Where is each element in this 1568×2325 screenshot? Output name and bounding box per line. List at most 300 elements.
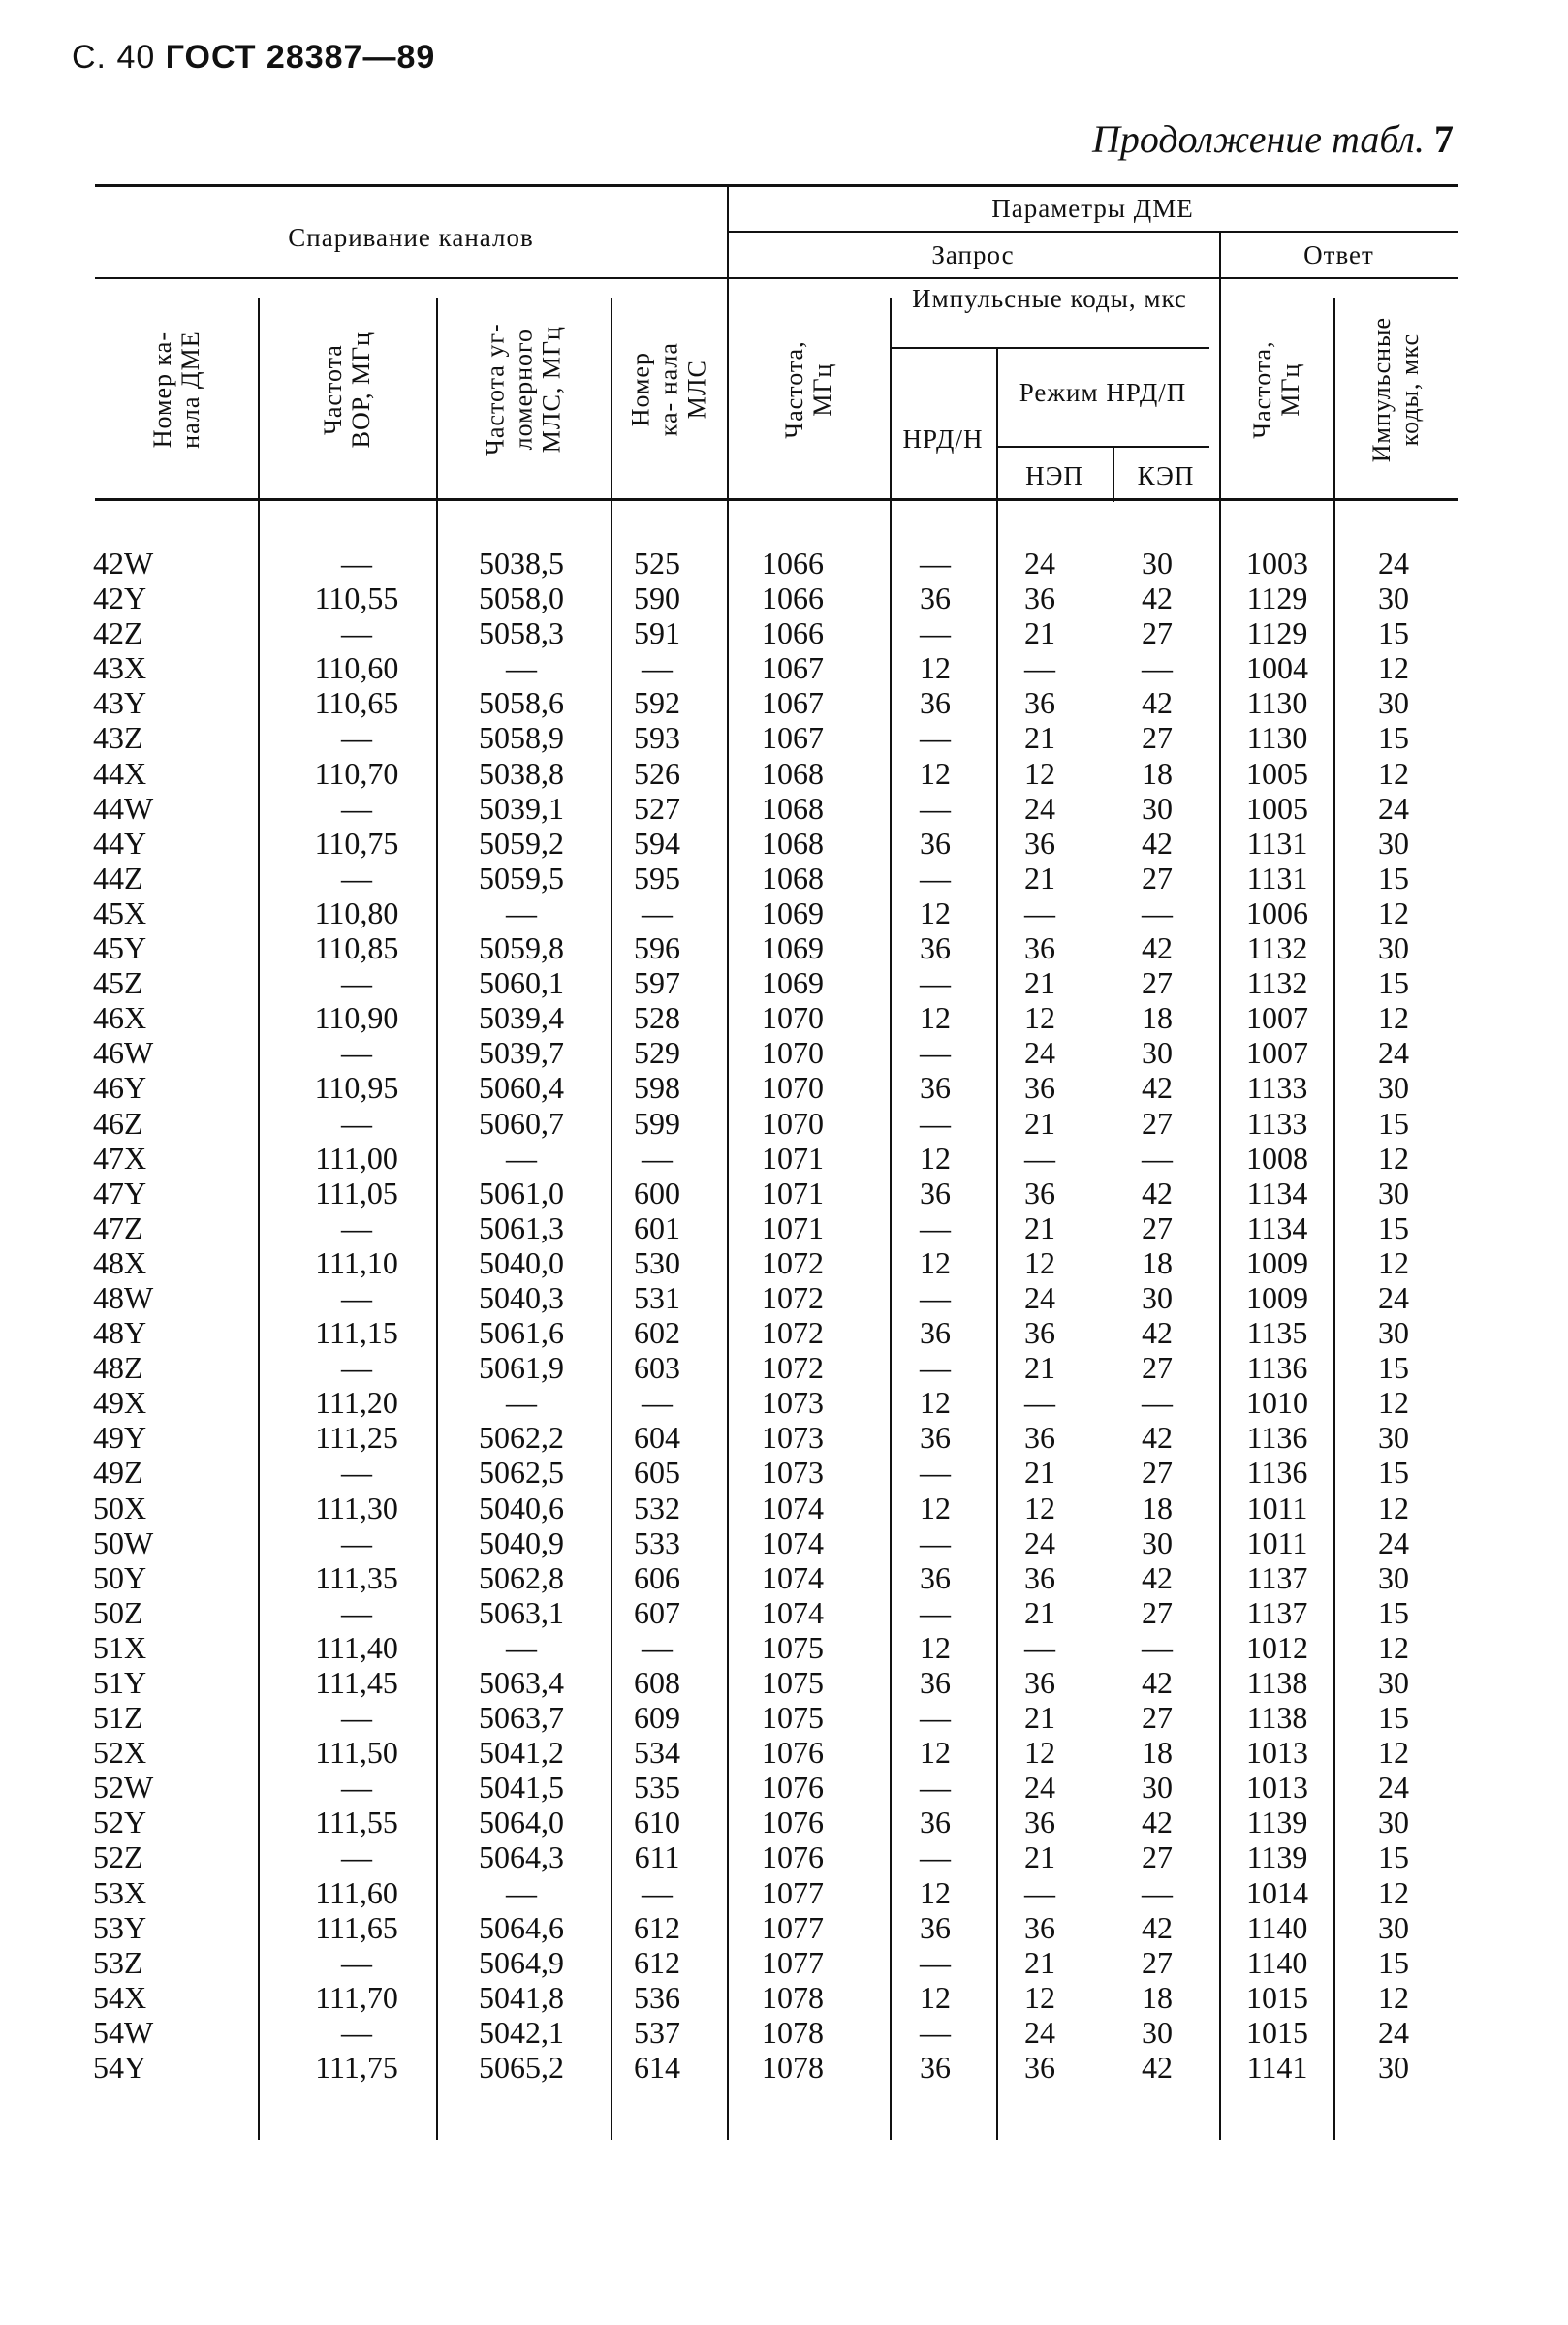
answer-code-cell: 15 [1378, 1839, 1409, 1875]
request-freq-cell: 1066 [762, 546, 824, 581]
mls-channel-cell: 526 [634, 755, 680, 791]
channel-cell: 52Y [93, 1805, 147, 1840]
vor-freq-cell: — [341, 965, 372, 1001]
answer-code-cell: 15 [1378, 965, 1409, 1001]
channel-table [95, 174, 1458, 2142]
pairing-header: Спаривание каналов [288, 223, 534, 252]
answer-freq-cell: 1140 [1246, 1909, 1308, 1945]
answer-freq-cell: 1005 [1246, 790, 1308, 826]
vor-freq-cell: 111,30 [315, 1490, 398, 1525]
vor-freq-cell: 111,50 [315, 1735, 398, 1771]
table-row [95, 1875, 1458, 1910]
nrdn-code-cell: — [920, 1700, 951, 1736]
answer-freq-cell: 1134 [1246, 1175, 1308, 1210]
answer-freq-cell: 1011 [1246, 1490, 1308, 1525]
vor-freq-cell: 110,75 [314, 825, 399, 861]
vor-freq-cell: — [341, 1035, 372, 1071]
mls-channel-cell: 530 [634, 1244, 680, 1280]
kep-code-cell: 27 [1142, 860, 1173, 895]
answer-freq-cell: 1008 [1246, 1140, 1308, 1176]
kep-code-cell: 27 [1142, 1594, 1173, 1630]
mls-freq-cell: 5060,1 [479, 965, 564, 1001]
request-freq-cell: 1067 [762, 685, 824, 721]
mls-freq-cell: 5063,4 [479, 1665, 564, 1700]
table-row [95, 1070, 1458, 1105]
col-header-answer-freq: Частота, МГц [1247, 340, 1304, 439]
col-header-mls-channel: Номер ка- нала МЛС [626, 342, 711, 437]
table-row [95, 1805, 1458, 1839]
kep-code-cell: 18 [1142, 1244, 1173, 1280]
mls-freq-cell: 5064,0 [479, 1805, 564, 1840]
request-freq-cell: 1072 [762, 1350, 824, 1386]
nrdn-code-cell: 12 [920, 1385, 951, 1421]
channel-cell: 45Y [93, 930, 147, 966]
kep-code-cell: 27 [1142, 1455, 1173, 1491]
answer-code-cell: 30 [1378, 1070, 1409, 1106]
mls-freq-cell: 5040,6 [479, 1490, 564, 1525]
dme-params-rule [727, 231, 1458, 233]
request-freq-cell: 1077 [762, 1909, 824, 1945]
table-row [95, 1945, 1458, 1980]
nep-code-cell: 36 [1024, 1315, 1055, 1351]
nrdn-code-cell: — [920, 546, 951, 581]
nrdn-code-cell: 12 [920, 1874, 951, 1910]
kep-code-cell: — [1142, 650, 1173, 686]
nrdn-code-cell: 36 [920, 1420, 951, 1456]
answer-code-cell: 12 [1378, 1000, 1409, 1036]
kep-code-cell: 27 [1142, 965, 1173, 1001]
answer-freq-cell: 1136 [1246, 1420, 1308, 1456]
nep-code-cell: 24 [1024, 546, 1055, 581]
table-row [95, 1910, 1458, 1945]
mls-channel-cell: 532 [634, 1490, 680, 1525]
request-freq-cell: 1075 [762, 1629, 824, 1665]
answer-code-cell: 30 [1378, 581, 1409, 616]
answer-freq-cell: 1015 [1246, 1979, 1308, 2015]
mls-channel-cell: 593 [634, 720, 680, 756]
answer-code-cell: 24 [1378, 790, 1409, 826]
answer-freq-cell: 1009 [1246, 1244, 1308, 1280]
mls-channel-cell: 603 [634, 1350, 680, 1386]
channel-cell: 42Y [93, 581, 147, 616]
col-header-vor: Частота ВОР, МГц [318, 330, 375, 449]
mls-channel-cell: 597 [634, 965, 680, 1001]
answer-freq-cell: 1138 [1246, 1665, 1308, 1700]
nep-code-cell: 21 [1024, 1210, 1055, 1245]
kep-code-cell: 18 [1142, 1735, 1173, 1771]
answer-freq-cell: 1140 [1246, 1944, 1308, 1980]
nrdn-code-cell: 12 [920, 1244, 951, 1280]
answer-code-cell: 12 [1378, 1735, 1409, 1771]
answer-code-cell: 15 [1378, 1455, 1409, 1491]
request-freq-cell: 1068 [762, 790, 824, 826]
request-freq-cell: 1069 [762, 895, 824, 930]
nep-code-cell: 36 [1024, 1070, 1055, 1106]
mls-freq-cell: 5058,0 [479, 581, 564, 616]
nrdn-code-cell: — [920, 1210, 951, 1245]
channel-cell: 42Z [93, 615, 143, 651]
nrdn-code-cell: — [920, 1035, 951, 1071]
nep-code-cell: 36 [1024, 1665, 1055, 1700]
channel-cell: 52Z [93, 1839, 143, 1875]
table-row [95, 930, 1458, 965]
answer-freq-cell: 1010 [1246, 1385, 1308, 1421]
kep-code-cell: 30 [1142, 1770, 1173, 1806]
answer-freq-cell: 1012 [1246, 1629, 1308, 1665]
vor-freq-cell: — [341, 1594, 372, 1630]
kep-code-cell: 30 [1142, 1279, 1173, 1315]
table-row [95, 1315, 1458, 1350]
vor-freq-cell: 110,60 [314, 650, 399, 686]
vor-freq-cell: 111,45 [315, 1665, 398, 1700]
mls-freq-cell: 5058,3 [479, 615, 564, 651]
vor-freq-cell: — [341, 720, 372, 756]
answer-code-cell: 12 [1378, 895, 1409, 930]
mls-freq-cell: 5039,4 [479, 1000, 564, 1036]
channel-cell: 47Y [93, 1175, 147, 1210]
table-row [95, 1141, 1458, 1176]
nep-code-cell: 36 [1024, 1805, 1055, 1840]
kep-code-cell: 27 [1142, 1700, 1173, 1736]
table-row [95, 1000, 1458, 1035]
answer-freq-cell: 1129 [1246, 615, 1308, 651]
mls-freq-cell: 5038,8 [479, 755, 564, 791]
mls-freq-cell: — [506, 1874, 537, 1910]
channel-cell: 48Z [93, 1350, 143, 1386]
channel-cell: 49X [93, 1385, 147, 1421]
answer-code-cell: 24 [1378, 546, 1409, 581]
request-freq-cell: 1066 [762, 615, 824, 651]
mls-channel-cell: — [642, 650, 673, 686]
nrdn-code-cell: 36 [920, 1559, 951, 1595]
kep-header: КЭП [1137, 461, 1195, 490]
col-header-answer-codes: Импульсные коды, мкс [1367, 316, 1425, 463]
mls-freq-cell: 5040,9 [479, 1524, 564, 1560]
table-row [95, 546, 1458, 581]
table-row [95, 1035, 1458, 1070]
answer-freq-cell: 1013 [1246, 1735, 1308, 1771]
table-row [95, 615, 1458, 650]
nep-code-cell: 21 [1024, 1839, 1055, 1875]
mls-channel-cell: 596 [634, 930, 680, 966]
nep-code-cell: — [1024, 1874, 1055, 1910]
vor-freq-cell: 111,00 [315, 1140, 398, 1176]
mls-channel-cell: 534 [634, 1735, 680, 1771]
table-row [95, 1735, 1458, 1770]
vor-freq-cell: 110,85 [314, 930, 399, 966]
vor-freq-cell: 111,35 [315, 1559, 398, 1595]
kep-code-cell: 18 [1142, 1000, 1173, 1036]
table-row [95, 861, 1458, 895]
table-row [95, 581, 1458, 615]
channel-cell: 46W [93, 1035, 154, 1071]
mls-channel-cell: 608 [634, 1665, 680, 1700]
nep-code-cell: 21 [1024, 1700, 1055, 1736]
nep-code-cell: — [1024, 650, 1055, 686]
answer-freq-cell: 1135 [1246, 1315, 1308, 1351]
answer-freq-cell: 1137 [1246, 1559, 1308, 1595]
answer-freq-cell: 1003 [1246, 546, 1308, 581]
table-row [95, 1455, 1458, 1490]
nrdn-code-cell: — [920, 860, 951, 895]
channel-cell: 53X [93, 1874, 147, 1910]
answer-code-cell: 24 [1378, 1035, 1409, 1071]
mls-channel-cell: 602 [634, 1315, 680, 1351]
channel-cell: 50Y [93, 1559, 147, 1595]
vor-freq-cell: 110,95 [314, 1070, 399, 1106]
kep-code-cell: 18 [1142, 1979, 1173, 2015]
answer-code-cell: 12 [1378, 650, 1409, 686]
table-row [95, 1770, 1458, 1805]
request-freq-cell: 1069 [762, 965, 824, 1001]
nrdn-code-cell: 12 [920, 895, 951, 930]
nep-code-cell: 24 [1024, 790, 1055, 826]
request-freq-cell: 1072 [762, 1279, 824, 1315]
mls-channel-cell: 605 [634, 1455, 680, 1491]
channel-cell: 46Z [93, 1105, 143, 1141]
nep-header: НЭП [1025, 461, 1083, 490]
channel-cell: 54W [93, 2014, 154, 2050]
nrdn-code-cell: 36 [920, 1315, 951, 1351]
answer-freq-cell: 1131 [1246, 860, 1308, 895]
request-freq-cell: 1066 [762, 581, 824, 616]
answer-code-cell: 30 [1378, 1175, 1409, 1210]
mode-rule [996, 446, 1209, 448]
mls-freq-cell: 5040,0 [479, 1244, 564, 1280]
mls-freq-cell: 5038,5 [479, 546, 564, 581]
request-freq-cell: 1072 [762, 1315, 824, 1351]
vor-freq-cell: 110,80 [314, 895, 399, 930]
mls-freq-cell: — [506, 1140, 537, 1176]
nep-code-cell: — [1024, 895, 1055, 930]
kep-code-cell: 42 [1142, 1070, 1173, 1106]
mls-channel-cell: 537 [634, 2014, 680, 2050]
nep-code-cell: 21 [1024, 615, 1055, 651]
table-row [95, 1700, 1458, 1735]
mls-channel-cell: 528 [634, 1000, 680, 1036]
mls-freq-cell: — [506, 895, 537, 930]
answer-freq-cell: 1134 [1246, 1210, 1308, 1245]
mls-channel-cell: 525 [634, 546, 680, 581]
kep-code-cell: 27 [1142, 720, 1173, 756]
kep-code-cell: 42 [1142, 825, 1173, 861]
nrdn-code-cell: 36 [920, 1909, 951, 1945]
channel-cell: 44Z [93, 860, 143, 895]
answer-code-cell: 15 [1378, 860, 1409, 895]
channel-cell: 50Z [93, 1594, 143, 1630]
mls-freq-cell: — [506, 650, 537, 686]
nep-code-cell: 12 [1024, 1735, 1055, 1771]
answer-code-cell: 24 [1378, 1279, 1409, 1315]
request-freq-cell: 1077 [762, 1944, 824, 1980]
request-freq-cell: 1078 [762, 1979, 824, 2015]
request-freq-cell: 1074 [762, 1559, 824, 1595]
answer-code-cell: 30 [1378, 1420, 1409, 1456]
page-number: С. 40 [72, 39, 156, 76]
mls-channel-cell: 536 [634, 1979, 680, 2015]
answer-code-cell: 15 [1378, 1594, 1409, 1630]
nep-code-cell: 36 [1024, 581, 1055, 616]
channel-cell: 48Y [93, 1315, 147, 1351]
table-row [95, 791, 1458, 826]
answer-freq-cell: 1141 [1246, 2050, 1308, 2086]
channel-cell: 42W [93, 546, 154, 581]
kep-code-cell: 42 [1142, 1559, 1173, 1595]
mls-channel-cell: 611 [634, 1839, 680, 1875]
nep-code-cell: 36 [1024, 825, 1055, 861]
request-freq-cell: 1076 [762, 1839, 824, 1875]
request-freq-cell: 1067 [762, 720, 824, 756]
nrdn-code-cell: 12 [920, 1140, 951, 1176]
table-continuation-label [1092, 116, 1454, 162]
nrdn-code-cell: 12 [920, 755, 951, 791]
kep-code-cell: 42 [1142, 581, 1173, 616]
pulse-codes-rule [890, 347, 1209, 349]
table-row [95, 1491, 1458, 1525]
answer-code-cell: 30 [1378, 685, 1409, 721]
mls-freq-cell: 5041,8 [479, 1979, 564, 2015]
table-row [95, 1665, 1458, 1700]
nrdn-code-cell: — [920, 1594, 951, 1630]
answer-freq-cell: 1129 [1246, 581, 1308, 616]
mls-channel-cell: 601 [634, 1210, 680, 1245]
answer-freq-cell: 1011 [1246, 1524, 1308, 1560]
mls-freq-cell: 5060,7 [479, 1105, 564, 1141]
mls-channel-cell: — [642, 1140, 673, 1176]
answer-code-cell: 30 [1378, 1665, 1409, 1700]
request-freq-cell: 1076 [762, 1805, 824, 1840]
mls-channel-cell: — [642, 1629, 673, 1665]
channel-cell: 43X [93, 650, 147, 686]
kep-code-cell: 27 [1142, 1105, 1173, 1141]
request-freq-cell: 1068 [762, 825, 824, 861]
mls-freq-cell: 5059,2 [479, 825, 564, 861]
page-header [72, 39, 435, 77]
table-row [95, 650, 1458, 685]
kep-code-cell: — [1142, 1385, 1173, 1421]
answer-code-cell: 15 [1378, 1944, 1409, 1980]
request-freq-cell: 1070 [762, 1105, 824, 1141]
vor-freq-cell: — [341, 1455, 372, 1491]
vor-freq-cell: — [341, 1839, 372, 1875]
mls-freq-cell: 5041,5 [479, 1770, 564, 1806]
channel-cell: 53Y [93, 1909, 147, 1945]
nrdn-code-cell: 12 [920, 1735, 951, 1771]
answer-code-cell: 15 [1378, 1105, 1409, 1141]
answer-freq-cell: 1139 [1246, 1839, 1308, 1875]
nep-code-cell: 21 [1024, 965, 1055, 1001]
answer-code-cell: 12 [1378, 1979, 1409, 2015]
nrdn-code-cell: — [920, 615, 951, 651]
nrdn-code-cell: 12 [920, 1629, 951, 1665]
mls-freq-cell: 5061,0 [479, 1175, 564, 1210]
request-freq-cell: 1074 [762, 1524, 824, 1560]
kep-code-cell: 27 [1142, 1839, 1173, 1875]
nrdn-code-cell: 12 [920, 1490, 951, 1525]
nep-code-cell: 24 [1024, 1524, 1055, 1560]
kep-code-cell: 27 [1142, 1350, 1173, 1386]
channel-cell: 43Y [93, 685, 147, 721]
kep-code-cell: 42 [1142, 1665, 1173, 1700]
request-freq-cell: 1078 [762, 2050, 824, 2086]
channel-cell: 47Z [93, 1210, 143, 1245]
answer-freq-cell: 1137 [1246, 1594, 1308, 1630]
vor-freq-cell: 110,55 [314, 581, 399, 616]
channel-cell: 46Y [93, 1070, 147, 1106]
kep-code-cell: 30 [1142, 790, 1173, 826]
request-answer-rule [95, 277, 1458, 279]
vor-freq-cell: 110,70 [314, 755, 399, 791]
nep-code-cell: 21 [1024, 1944, 1055, 1980]
mls-channel-cell: 592 [634, 685, 680, 721]
request-freq-cell: 1077 [762, 1874, 824, 1910]
vor-freq-cell: 111,15 [315, 1315, 398, 1351]
table-top-rule [95, 184, 1458, 187]
request-freq-cell: 1073 [762, 1455, 824, 1491]
nrdn-code-cell: — [920, 2014, 951, 2050]
nrdn-code-cell: — [920, 720, 951, 756]
request-freq-cell: 1069 [762, 930, 824, 966]
answer-freq-cell: 1136 [1246, 1350, 1308, 1386]
channel-cell: 48W [93, 1279, 154, 1315]
mls-channel-cell: 598 [634, 1070, 680, 1106]
nrdn-code-cell: — [920, 790, 951, 826]
table-row [95, 1245, 1458, 1280]
mls-channel-cell: 591 [634, 615, 680, 651]
mls-channel-cell: 590 [634, 581, 680, 616]
vor-freq-cell: — [341, 2014, 372, 2050]
nrdn-code-cell: — [920, 1279, 951, 1315]
answer-code-cell: 12 [1378, 1140, 1409, 1176]
mls-channel-cell: 607 [634, 1594, 680, 1630]
nep-code-cell: — [1024, 1629, 1055, 1665]
nrdn-code-cell: 12 [920, 1979, 951, 2015]
request-freq-cell: 1068 [762, 860, 824, 895]
answer-code-cell: 24 [1378, 1770, 1409, 1806]
mls-freq-cell: 5039,1 [479, 790, 564, 826]
kep-code-cell: — [1142, 1140, 1173, 1176]
answer-code-cell: 15 [1378, 615, 1409, 651]
pulse-codes-header: Импульсные коды, мкс [912, 284, 1187, 313]
mls-freq-cell: 5058,9 [479, 720, 564, 756]
answer-freq-cell: 1132 [1246, 930, 1308, 966]
kep-code-cell: 42 [1142, 2050, 1173, 2086]
answer-code-cell: 12 [1378, 1874, 1409, 1910]
channel-cell: 44W [93, 790, 154, 826]
dme-params-header: Параметры ДМЕ [991, 194, 1194, 223]
nrdn-code-cell: 36 [920, 1805, 951, 1840]
request-freq-cell: 1075 [762, 1700, 824, 1736]
nrdn-code-cell: — [920, 1839, 951, 1875]
channel-cell: 52W [93, 1770, 154, 1806]
mls-freq-cell: 5062,5 [479, 1455, 564, 1491]
answer-freq-cell: 1009 [1246, 1279, 1308, 1315]
mls-channel-cell: 535 [634, 1770, 680, 1806]
nep-code-cell: 36 [1024, 685, 1055, 721]
mls-freq-cell: 5065,2 [479, 2050, 564, 2086]
answer-code-cell: 15 [1378, 720, 1409, 756]
mls-freq-cell: 5059,8 [479, 930, 564, 966]
kep-code-cell: 42 [1142, 1805, 1173, 1840]
nrdn-code-cell: — [920, 1455, 951, 1491]
answer-code-cell: 30 [1378, 825, 1409, 861]
vor-freq-cell: — [341, 1700, 372, 1736]
nep-code-cell: — [1024, 1385, 1055, 1421]
answer-freq-cell: 1015 [1246, 2014, 1308, 2050]
table-row [95, 2015, 1458, 2050]
table-row [95, 965, 1458, 1000]
vor-freq-cell: 110,65 [314, 685, 399, 721]
